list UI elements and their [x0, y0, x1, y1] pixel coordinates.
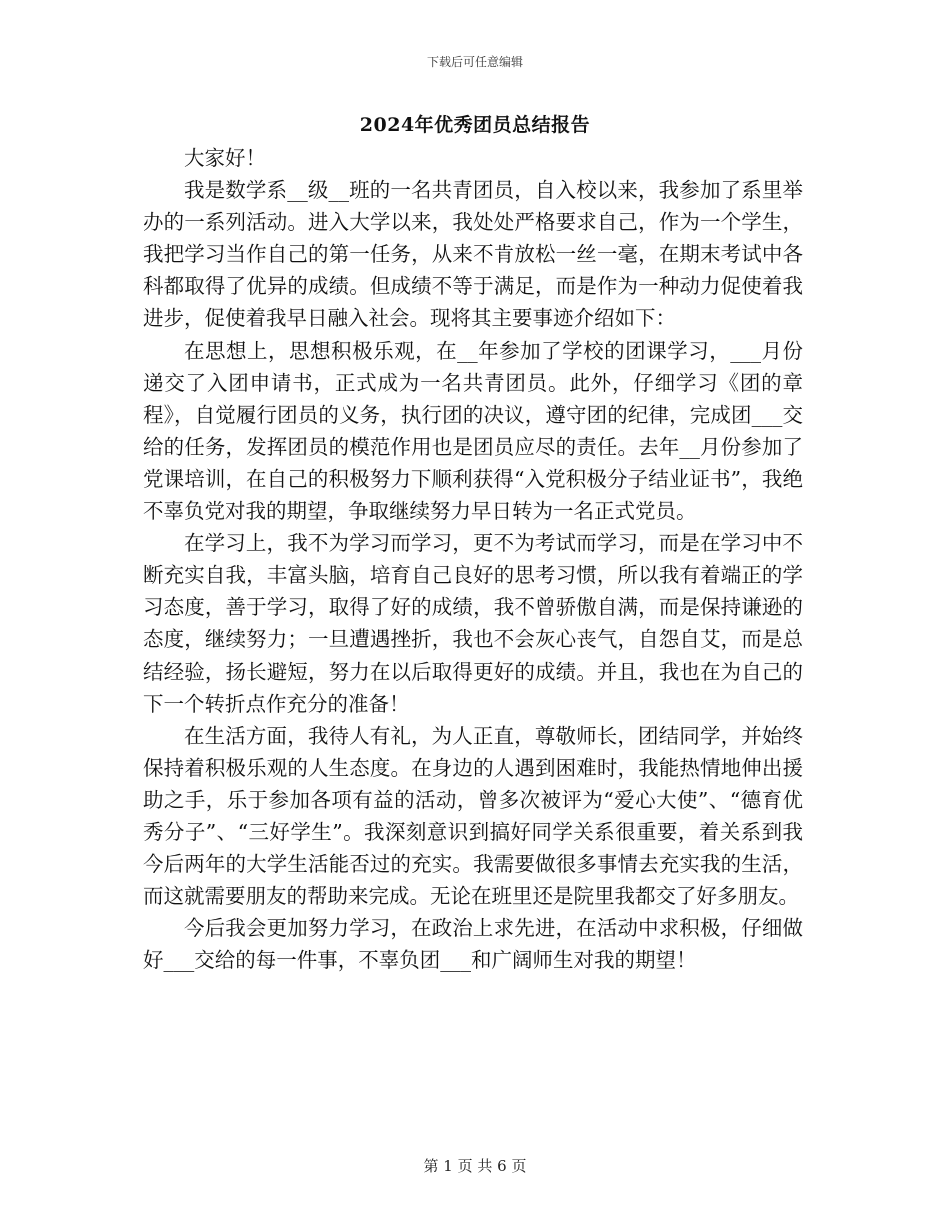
paragraph-greeting: 大家好！ — [184, 146, 266, 170]
paragraph-study: 在学习上，我不为学习而学习，更不为考试而学习，而是在学习中不断充实自我，丰富头脑，培育自己良好的思考习惯，所以我有着端正的学习态度，善于学习，取得了好的成绩，我不曾骄傲自满，而是保持谦逊的态度，继续努力；一旦遭遇挫折，我也不会灰心丧气，自怨自艾，而是总结经验，扬长避短，努力在以后取得更好的成绩。并且，我也在为自己的下一个转折点作充分的准备！ — [143, 531, 803, 716]
paragraph-introduction: 我是数学系__级__班的一名共青团员，自入校以来，我参加了系里举办的一系列活动。进入大学以来，我处处严格要求自己，作为一个学生，我把学习当作自己的第一任务，从来不肯放松一丝一毫，在期末考试中各科都取得了优异的成绩。但成绩不等于满足，而是作为一种动力促使着我进步，促使着我早日融入社会。现将其主要事迹介绍如下： — [143, 178, 803, 331]
paragraph-life: 在生活方面，我待人有礼，为人正直，尊敬师长，团结同学，并始终保持着积极乐观的人生态度。在身边的人遇到困难时，我能热情地伸出援助之手，乐于参加各项有益的活动，曾多次被评为“爱心大使”、“德育优秀分子”、“三好学生”。我深刻意识到搞好同学关系很重要，着关系到我今后两年的大学生活能否过的充实。我需要做很多事情去充实我的生活，而这就需要朋友的帮助来完成。无论在班里还是院里我都交了好多朋友。 — [143, 723, 803, 909]
page-header-note: 下载后可任意编辑 — [426, 55, 523, 69]
document-body — [143, 142, 803, 976]
paragraph-conclusion: 今后我会更加努力学习，在政治上求先进，在活动中求积极，仔细做好___交给的每一件事，不辜负团___和广阔师生对我的期望！ — [143, 916, 803, 973]
paragraph-ideology: 在思想上，思想积极乐观，在__年参加了学校的团课学习，___月份递交了入团申请书，正式成为一名共青团员。此外，仔细学习《团的章程》，自觉履行团员的义务，执行团的决议，遵守团的纪律，完成团___交给的任务，发挥团员的模范作用也是团员应尽的责任。去年__月份参加了党课培训，在自己的积极努力下顺利获得“入党积极分子结业证书”，我绝不辜负党对我的期望，争取继续努力早日转为一名正式党员。 — [143, 338, 803, 524]
document-title: 2024年优秀团员总结报告 — [359, 114, 591, 136]
page-number: 第 1 页 共 6 页 — [423, 1157, 527, 1175]
